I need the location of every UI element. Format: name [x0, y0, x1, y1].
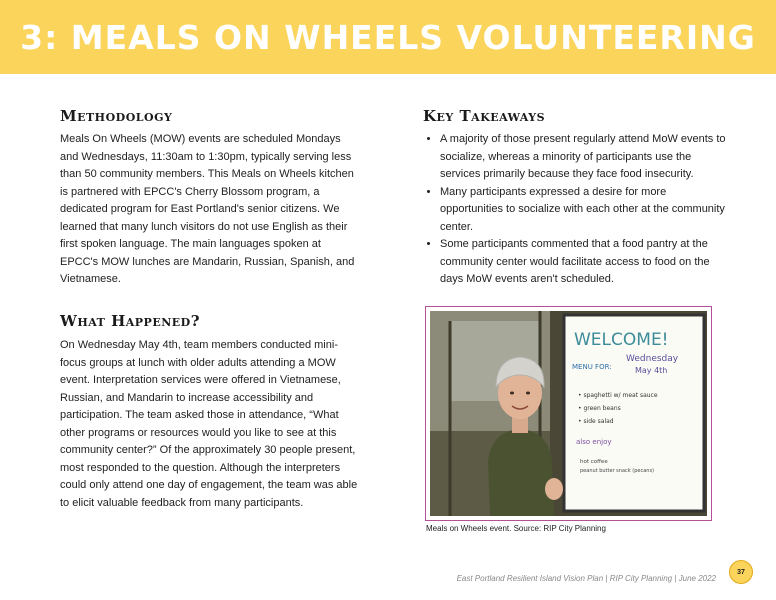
takeaway-item: • Many participants expressed a desire for more opportunities to socialize with each other at the community center.: [440, 184, 732, 237]
takeaway-item: • Some participants commented that a food pantry at the community center would facilitate access to food on the days MoW events aren't scheduled.: [440, 236, 732, 289]
footer-text: East Portland Resilient Island Vision Plan | RIP City Planning | June 2022: [456, 574, 716, 583]
what-happened-heading: What Happened?: [60, 312, 200, 330]
title-banner: [0, 0, 776, 74]
methodology-heading: Methodology: [60, 107, 173, 125]
board-also-enjoy: also enjoy: [576, 438, 612, 446]
page-number: 37: [729, 560, 753, 584]
page-title: 3: MEALS ON WHEELS VOLUNTEERING: [20, 17, 756, 57]
board-day: Wednesday: [626, 354, 679, 364]
photo-frame: [425, 306, 712, 521]
board-menu-item: • spaghetti w/ meat sauce: [578, 392, 658, 399]
board-menu-label: MENU FOR:: [572, 363, 612, 371]
board-welcome-text: WELCOME!: [574, 330, 669, 350]
board-menu-item: • green beans: [578, 405, 621, 412]
key-takeaways-heading: Key Takeaways: [423, 107, 546, 125]
board-extra: hot coffee: [580, 459, 608, 465]
board-extra: peanut butter snack (pecans): [580, 468, 654, 474]
key-takeaways-list: [426, 131, 732, 289]
takeaway-item: • A majority of those present regularly attend MoW events to socialize, whereas a minority of participants use the services primarily because they face food insecurity.: [440, 131, 732, 184]
photo-caption: Meals on Wheels event. Source: RIP City Planning: [426, 524, 606, 533]
volunteer-photo: [430, 311, 707, 516]
what-happened-body: On Wednesday May 4th, team members conducted mini-focus groups at lunch with older adults attending a MOW event. Interpretation services were offered in Vietnamese, Russian, and Mandarin to increase accessibility and participation. The team asked those in attendance, “What other programs or resources would you like to see at this community center?” Of the approximately 30 people present, most responded to the question. Although the interpreters could only attend one day of engagement, the team was able to elicit valuable feedback from many participants.: [60, 339, 358, 509]
board-date: May 4th: [635, 366, 668, 375]
methodology-body: Meals On Wheels (MOW) events are scheduled Mondays and Wednesdays, 11:30am to 1:30pm, typically serving less than 50 community members. This Meals on Wheels kitchen is partnered with EPCC's Cherry Blossom program, a dedicated program for East Portland's senior citizens. We learned that many lunch visitors do not use English as their first spoken language. The main languages spoken at EPCC's MOW lunches are Mandarin, Russian, Spanish, and Vietnamese.: [60, 133, 355, 285]
board-menu-item: • side salad: [578, 418, 614, 425]
